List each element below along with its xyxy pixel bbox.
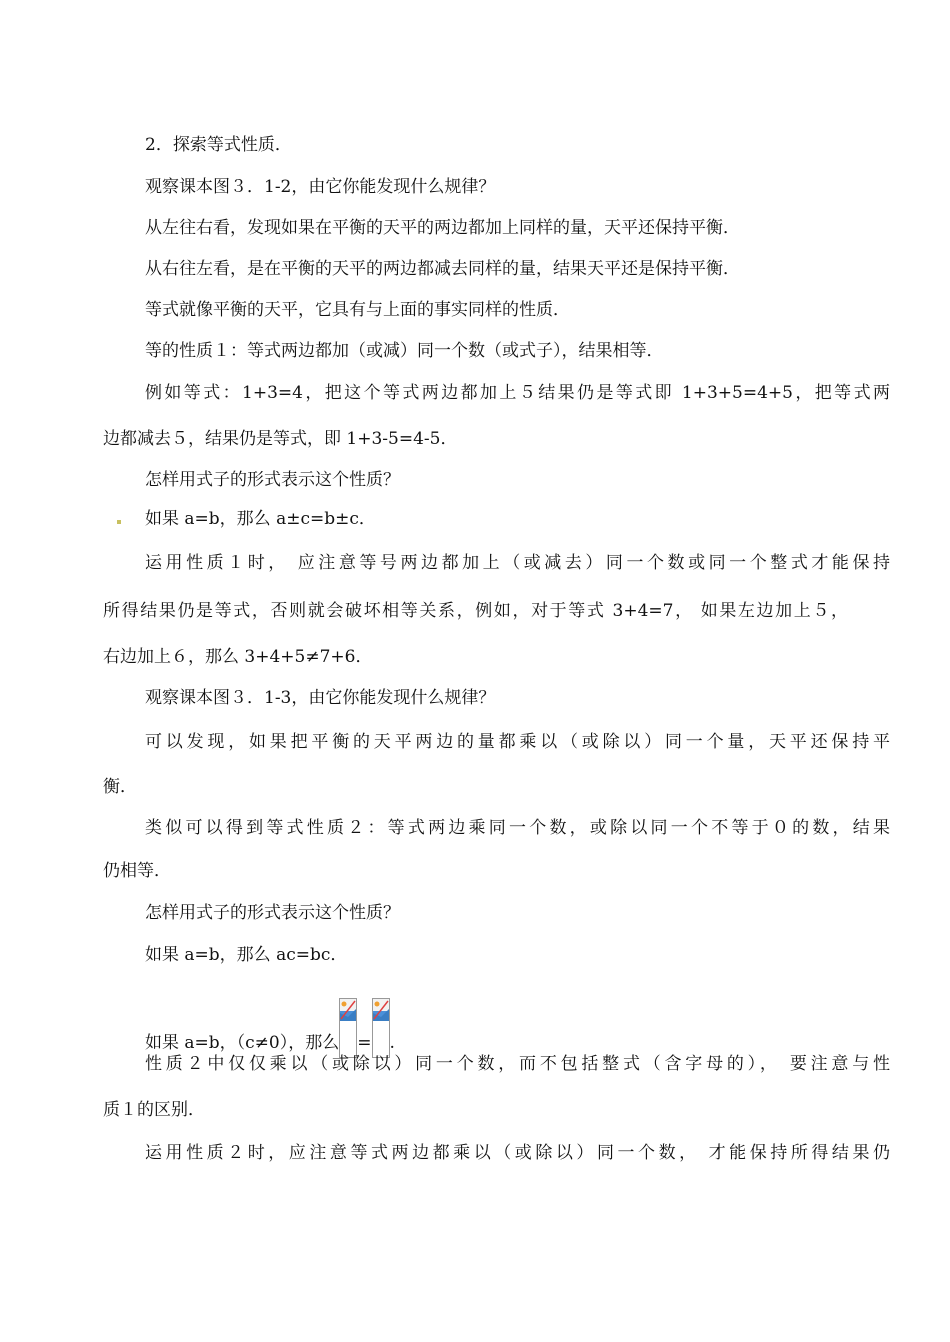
- paragraph: 运用性质１时， 应注意等号两边都加上（或减去）同一个数或同一个整式才能保持: [145, 553, 890, 573]
- paragraph: 运用性质２时，应注意等式两边都乘以（或除以）同一个数， 才能保持所得结果仍: [145, 1143, 890, 1163]
- paragraph: 从左往右看，发现如果在平衡的天平的两边都加上同样的量，天平还保持平衡．: [145, 218, 740, 238]
- formula-equals: =: [357, 1033, 372, 1053]
- formula-line-with-images: [103, 998, 890, 1058]
- paragraph: 所得结果仍是等式，否则就会破坏相等关系，例如，对于等式 3+4=7， 如果左边加上５，: [103, 601, 848, 621]
- property-1-statement: 等的性质１：等式两边都加（或减）同一个数（或式子），结果相等．: [145, 341, 664, 361]
- image-thumbnail: [373, 999, 389, 1021]
- paragraph: 仍相等．: [103, 861, 171, 881]
- section-heading: 2．探索等式性质．: [145, 135, 292, 155]
- paragraph: 右边加上６，那么 3+4+5≠7+6．: [103, 647, 373, 667]
- paragraph: 边都减去５，结果仍是等式，即 1+3-5=4-5．: [103, 429, 458, 449]
- broken-image-icon: [372, 998, 390, 1058]
- formula-line: 如果 a=b，那么 a±c=b±c．: [145, 509, 376, 529]
- property-2-statement: 类似可以得到等式性质２：等式两边乘同一个数，或除以同一个不等于０的数，结果: [145, 818, 890, 838]
- paragraph: 怎样用式子的形式表示这个性质？: [145, 903, 400, 923]
- image-thumbnail: [340, 999, 356, 1021]
- paragraph: 性质２中仅仅乘以（或除以）同一个数，而不包括整式（含字母的）， 要注意与性: [145, 1054, 890, 1074]
- paragraph: 怎样用式子的形式表示这个性质？: [145, 470, 400, 490]
- paragraph: 例如等式：1+3=4，把这个等式两边都加上５结果仍是等式即 1+3+5=4+5，把等式两: [145, 383, 890, 403]
- paragraph: 等式就像平衡的天平，它具有与上面的事实同样的性质．: [145, 300, 570, 320]
- broken-image-icon: [339, 998, 357, 1058]
- formula-suffix: .: [389, 1033, 395, 1053]
- paragraph: 观察课本图３．1-3，由它你能发现什么规律？: [145, 688, 496, 708]
- paragraph: 质１的区别．: [103, 1100, 205, 1120]
- formula-prefix: 如果 a=b，（c≠0），那么: [145, 1033, 340, 1053]
- paragraph: 可以发现，如果把平衡的天平两边的量都乘以（或除以）同一个量，天平还保持平: [145, 732, 890, 752]
- paragraph: 从右往左看，是在平衡的天平的两边都减去同样的量，结果天平还是保持平衡．: [145, 259, 740, 279]
- paragraph: 衡．: [103, 777, 137, 797]
- paragraph: 观察课本图３．1-2，由它你能发现什么规律？: [145, 177, 496, 197]
- formula-line: 如果 a=b，那么 ac=bc．: [145, 945, 348, 965]
